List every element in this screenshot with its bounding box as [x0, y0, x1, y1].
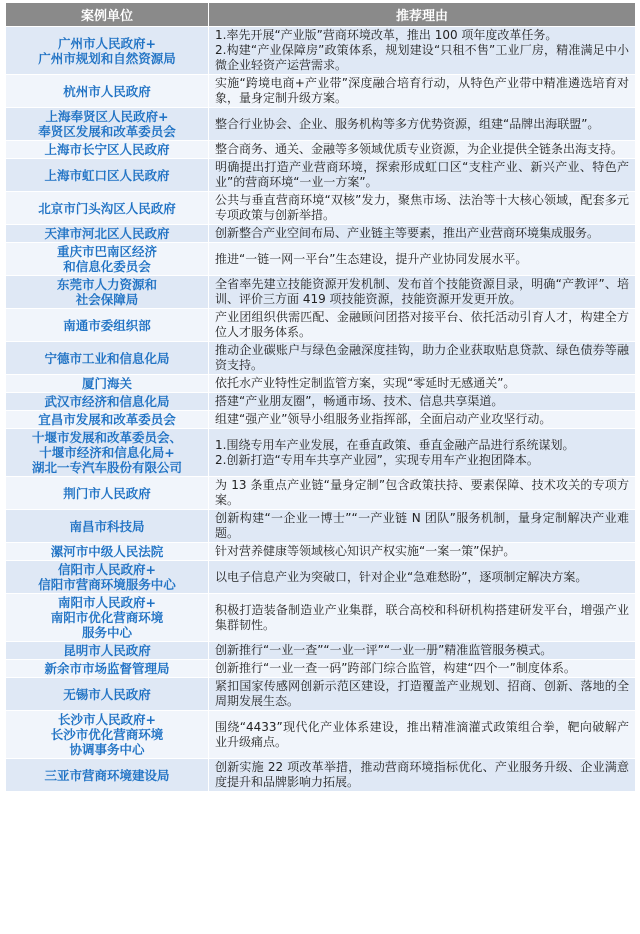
- reason-paragraph: 产业团组织供需匹配、金融顾问团搭对接平台、依托活动引育人才，构建全方位人才服务体系。: [215, 310, 629, 339]
- case-unit-line: 上海奉贤区人民政府+: [45, 109, 169, 124]
- reason-paragraph: 组建“强产业”领导小组服务业指挥部，全面启动产业攻坚行动。: [215, 412, 552, 426]
- reason-paragraph: 依托水产业特性定制监管方案，实现“零延时无感通关”。: [215, 376, 516, 390]
- table-row: [6, 561, 636, 594]
- case-unit-cell: [6, 411, 209, 429]
- case-unit-cell: [6, 642, 209, 660]
- recommendation-reason-cell: [209, 243, 636, 276]
- reason-paragraph: 以电子信息产业为突破口，针对企业“急难愁盼”，逐项制定解决方案。: [215, 569, 588, 584]
- case-unit-line: 和信息化委员会: [63, 259, 151, 274]
- case-unit-cell: [6, 27, 209, 75]
- recommendation-reason-cell: [209, 477, 636, 510]
- table-header-row: [6, 3, 636, 27]
- table-row: [6, 759, 636, 792]
- case-unit-cell: [6, 159, 209, 192]
- recommendation-reason-cell: [209, 411, 636, 429]
- case-unit-cell: [6, 141, 209, 159]
- table-row: [6, 141, 636, 159]
- reason-paragraph: 紧扣国家传感网创新示范区建设，打造覆盖产业规划、招商、创新、落地的全周期发展生态。: [215, 679, 629, 708]
- case-unit-line: 广州市规划和自然资源局: [38, 50, 176, 66]
- case-unit-cell: [6, 75, 209, 108]
- table-row: [6, 225, 636, 243]
- case-unit-line: 厦门海关: [81, 376, 132, 391]
- recommendation-reason-cell: [209, 678, 636, 711]
- case-unit-line: 广州市人民政府+: [58, 35, 156, 51]
- table-row: [6, 27, 636, 75]
- reason-paragraph: 全省率先建立技能资源开发机制、发布首个技能资源目录，明确“产教评”、培训、评价三方面 419 项技能资源，技能资源开发更开放。: [215, 277, 629, 306]
- header-reason: 推荐理由: [209, 3, 636, 27]
- recommendation-reason-cell: [209, 429, 636, 477]
- case-unit-line: 长沙市优化营商环境: [50, 727, 164, 742]
- reason-paragraph: 针对营养健康等领域核心知识产权实施“一案一策”保护。: [215, 544, 516, 558]
- case-unit-line: 协调事务中心: [69, 742, 145, 757]
- table-row: [6, 276, 636, 309]
- table-row: [6, 309, 636, 342]
- table-row: [6, 159, 636, 192]
- reason-paragraph: 推动企业碳账户与绿色金融深度挂钩，助力企业获取贴息贷款、绿色债券等融资支持。: [215, 343, 629, 372]
- case-unit-cell: [6, 660, 209, 678]
- case-unit-cell: [6, 429, 209, 477]
- recommendation-reason-cell: [209, 27, 636, 75]
- recommendation-reason-cell: [209, 759, 636, 792]
- case-unit-line: 南昌市科技局: [69, 518, 145, 534]
- reason-paragraph: 推进“一链一网一平台”生态建设，提升产业协同发展水平。: [215, 251, 528, 266]
- case-unit-line: 南阳市优化营商环境: [50, 610, 164, 625]
- case-unit-line: 南通市委组织部: [63, 317, 151, 333]
- table-row: [6, 594, 636, 642]
- case-unit-line: 北京市门头沟区人民政府: [38, 200, 176, 216]
- reason-paragraph: 搭建“产业朋友圈”，畅通市场、技术、信息共享渠道。: [215, 394, 504, 408]
- case-unit-line: 信阳市人民政府+: [58, 562, 156, 577]
- table-row: [6, 342, 636, 375]
- case-unit-line: 十堰市经济和信息化局+: [39, 445, 175, 460]
- case-unit-cell: [6, 759, 209, 792]
- table-row: [6, 642, 636, 660]
- case-unit-line: 杭州市人民政府: [63, 83, 151, 99]
- reason-paragraph: 整合行业协会、企业、服务机构等多方优势资源，组建“品牌出海联盟”。: [215, 116, 600, 131]
- case-unit-line: 宁德市工业和信息化局: [44, 350, 170, 366]
- recommendation-reason-cell: [209, 225, 636, 243]
- case-unit-line: 湖北一专汽车股份有限公司: [31, 460, 182, 475]
- recommendation-reason-cell: [209, 192, 636, 225]
- case-unit-line: 新余市市场监督管理局: [44, 661, 170, 676]
- case-unit-line: 信阳市营商环境服务中心: [38, 577, 176, 592]
- case-unit-line: 东莞市人力资源和: [56, 277, 157, 292]
- table-row: [6, 543, 636, 561]
- case-unit-cell: [6, 711, 209, 759]
- case-unit-line: 上海市虹口区人民政府: [44, 167, 170, 183]
- case-unit-line: 社会保障局: [75, 292, 139, 307]
- recommendation-reason-cell: [209, 141, 636, 159]
- reason-paragraph: 为 13 条重点产业链“量身定制”包含政策扶持、要素保障、技术攻关的专项方案。: [215, 478, 629, 507]
- case-unit-line: 南阳市人民政府+: [58, 595, 156, 610]
- case-unit-cell: [6, 276, 209, 309]
- case-unit-line: 长沙市人民政府+: [58, 712, 156, 727]
- table-row: [6, 393, 636, 411]
- reason-paragraph: 1.围绕专用车产业发展，在垂直政策、垂直金融产品进行系统谋划。: [215, 437, 575, 452]
- reason-paragraph: 1.率先开展“产业版”营商环境改革，推出 100 项年度改革任务。: [215, 28, 558, 42]
- case-unit-cell: [6, 561, 209, 594]
- case-unit-line: 昆明市人民政府: [63, 643, 151, 658]
- case-unit-cell: [6, 108, 209, 141]
- case-unit-line: 上海市长宁区人民政府: [44, 142, 170, 157]
- recommendation-reason-cell: [209, 159, 636, 192]
- table-row: [6, 411, 636, 429]
- case-unit-line: 重庆市巴南区经济: [56, 244, 157, 259]
- reason-paragraph: 创新整合产业空间布局、产业链主等要素，推出产业营商环境集成服务。: [215, 226, 600, 240]
- reason-paragraph: 围绕“4433”现代化产业体系建设，推出精准滴灌式政策组合拳，靶向破解产业升级痛点。: [215, 719, 629, 749]
- case-unit-line: 天津市河北区人民政府: [44, 226, 170, 241]
- recommendation-reason-cell: [209, 309, 636, 342]
- recommendation-reason-cell: [209, 375, 636, 393]
- case-unit-cell: [6, 678, 209, 711]
- table-row: [6, 75, 636, 108]
- case-unit-cell: [6, 342, 209, 375]
- case-unit-cell: [6, 243, 209, 276]
- table-row: [6, 192, 636, 225]
- recommendation-reason-cell: [209, 75, 636, 108]
- recommendation-reason-cell: [209, 561, 636, 594]
- case-unit-line: 荆门市人民政府: [63, 485, 151, 501]
- reason-paragraph: 明确提出打造产业营商环境，探索形成虹口区“支柱产业、新兴产业、特色产业”的营商环境“一业一方案”。: [215, 160, 629, 189]
- recommendation-reason-cell: [209, 342, 636, 375]
- case-unit-cell: [6, 309, 209, 342]
- reason-paragraph: 实施“跨境电商+产业带”深度融合培育行动，从特色产业带中精准遴选培育对象，量身定制升级方案。: [215, 76, 629, 105]
- reason-paragraph: 2.创新打造“专用车共享产业园”，实现专用车产业抱团降本。: [215, 452, 539, 467]
- table-row: [6, 510, 636, 543]
- table-row: [6, 477, 636, 510]
- case-unit-line: 无锡市人民政府: [63, 686, 151, 702]
- case-unit-cell: [6, 543, 209, 561]
- recommendation-reason-cell: [209, 642, 636, 660]
- case-unit-line: 宜昌市发展和改革委员会: [38, 412, 176, 427]
- recommendation-reason-cell: [209, 594, 636, 642]
- header-unit: 案例单位: [6, 3, 209, 27]
- recommendation-reason-cell: [209, 711, 636, 759]
- case-unit-cell: [6, 375, 209, 393]
- table-row: [6, 711, 636, 759]
- case-unit-cell: [6, 477, 209, 510]
- reason-paragraph: 创新实施 22 项改革举措，推动营商环境指标优化、产业服务升级、企业满意度提升和品牌影响力拓展。: [215, 760, 629, 789]
- recommendation-reason-cell: [209, 393, 636, 411]
- case-unit-cell: [6, 393, 209, 411]
- reason-paragraph: 积极打造装备制造业产业集群，联合高校和科研机构搭建研发平台，增强产业集群韧性。: [215, 602, 629, 632]
- case-unit-line: 漯河市中级人民法院: [50, 544, 164, 559]
- case-unit-line: 奉贤区发展和改革委员会: [38, 124, 176, 139]
- reason-paragraph: 创新推行“一业一查一码”跨部门综合监管，构建“四个一”制度体系。: [215, 661, 576, 675]
- case-unit-line: 三亚市营商环境建设局: [44, 767, 170, 783]
- case-unit-cell: [6, 594, 209, 642]
- case-unit-cell: [6, 192, 209, 225]
- recommendation-reason-cell: [209, 543, 636, 561]
- case-unit-cell: [6, 225, 209, 243]
- table-row: [6, 375, 636, 393]
- case-table: [5, 2, 636, 792]
- recommendation-reason-cell: [209, 276, 636, 309]
- case-unit-line: 武汉市经济和信息化局: [44, 394, 170, 409]
- case-unit-cell: [6, 510, 209, 543]
- reason-paragraph: 公共与垂直营商环境“双核”发力，聚焦市场、法治等十大核心领域，配套多元专项政策与创新举措。: [215, 193, 629, 222]
- case-unit-line: 十堰市发展和改革委员会、: [31, 430, 182, 445]
- case-unit-line: 服务中心: [81, 625, 132, 640]
- reason-paragraph: 整合商务、通关、金融等多领域优质专业资源，为企业提供全链条出海支持。: [215, 142, 624, 156]
- reason-paragraph: 创新构建“一企业一博士”“一产业链 N 团队”服务机制，量身定制解决产业难题。: [215, 511, 629, 540]
- table-row: [6, 108, 636, 141]
- table-row: [6, 429, 636, 477]
- reason-paragraph: 2.构建“产业保障房”政策体系，规划建设“只租不售”工业厂房，精准满足中小微企业轻资产运营需求。: [215, 43, 629, 72]
- table-row: [6, 243, 636, 276]
- table-row: [6, 678, 636, 711]
- reason-paragraph: 创新推行“一业一查”“一业一评”“一业一册”精准监管服务模式。: [215, 643, 553, 657]
- table-row: [6, 660, 636, 678]
- recommendation-reason-cell: [209, 108, 636, 141]
- table-body: [6, 27, 636, 792]
- recommendation-reason-cell: [209, 660, 636, 678]
- recommendation-reason-cell: [209, 510, 636, 543]
